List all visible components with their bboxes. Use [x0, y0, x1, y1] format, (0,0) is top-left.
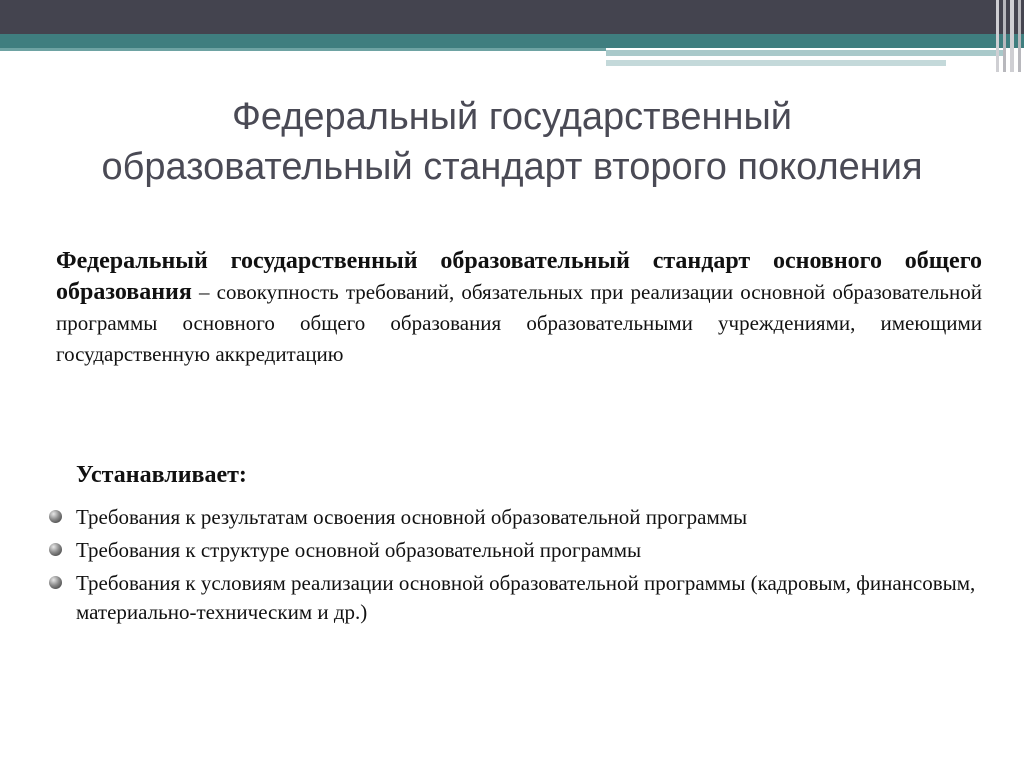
requirements-list: [46, 503, 986, 631]
bullet-dot-icon: [49, 543, 62, 556]
slide-title-line-1: Федеральный государственный: [232, 96, 792, 138]
header-dark-band: [0, 0, 1024, 34]
definition-text: совокупность требований, обязательных при реализации основной образовательной программы основного общего образования образовательными учреждениями, имеющими государственную аккредитацию: [56, 280, 982, 366]
header-accent-bar-secondary: [606, 60, 946, 66]
header-teal-band: [0, 34, 1024, 48]
slide-title-line-2: образовательный стандарт второго поколения: [101, 146, 923, 188]
establishes-heading: Устанавливает:: [76, 462, 247, 488]
header-teal-line: [0, 48, 606, 51]
decor-stripe: [1003, 0, 1006, 72]
decor-stripe: [996, 0, 999, 72]
list-item: [46, 503, 986, 532]
requirement-text: Требования к результатам освоения основной образовательной программы: [76, 505, 748, 529]
bullet-dot-icon: [49, 510, 62, 523]
bullet-dot-icon: [49, 576, 62, 589]
list-item: [46, 536, 986, 565]
definition-dash: –: [191, 280, 217, 304]
slide-title: [40, 92, 984, 192]
list-item: [46, 569, 986, 627]
decor-stripe: [1010, 0, 1014, 72]
definition-term: Федеральный государственный образовательный стандарт основного общего образования: [56, 248, 982, 305]
header-accent-bar: [606, 50, 1006, 56]
decor-stripe: [1018, 0, 1021, 72]
definition-paragraph: [56, 246, 982, 370]
requirement-text: Требования к условиям реализации основной образовательной программы (кадровым, финансовым, материально-техническим и др.): [76, 571, 976, 624]
requirement-text: Требования к структуре основной образовательной программы: [76, 538, 642, 562]
